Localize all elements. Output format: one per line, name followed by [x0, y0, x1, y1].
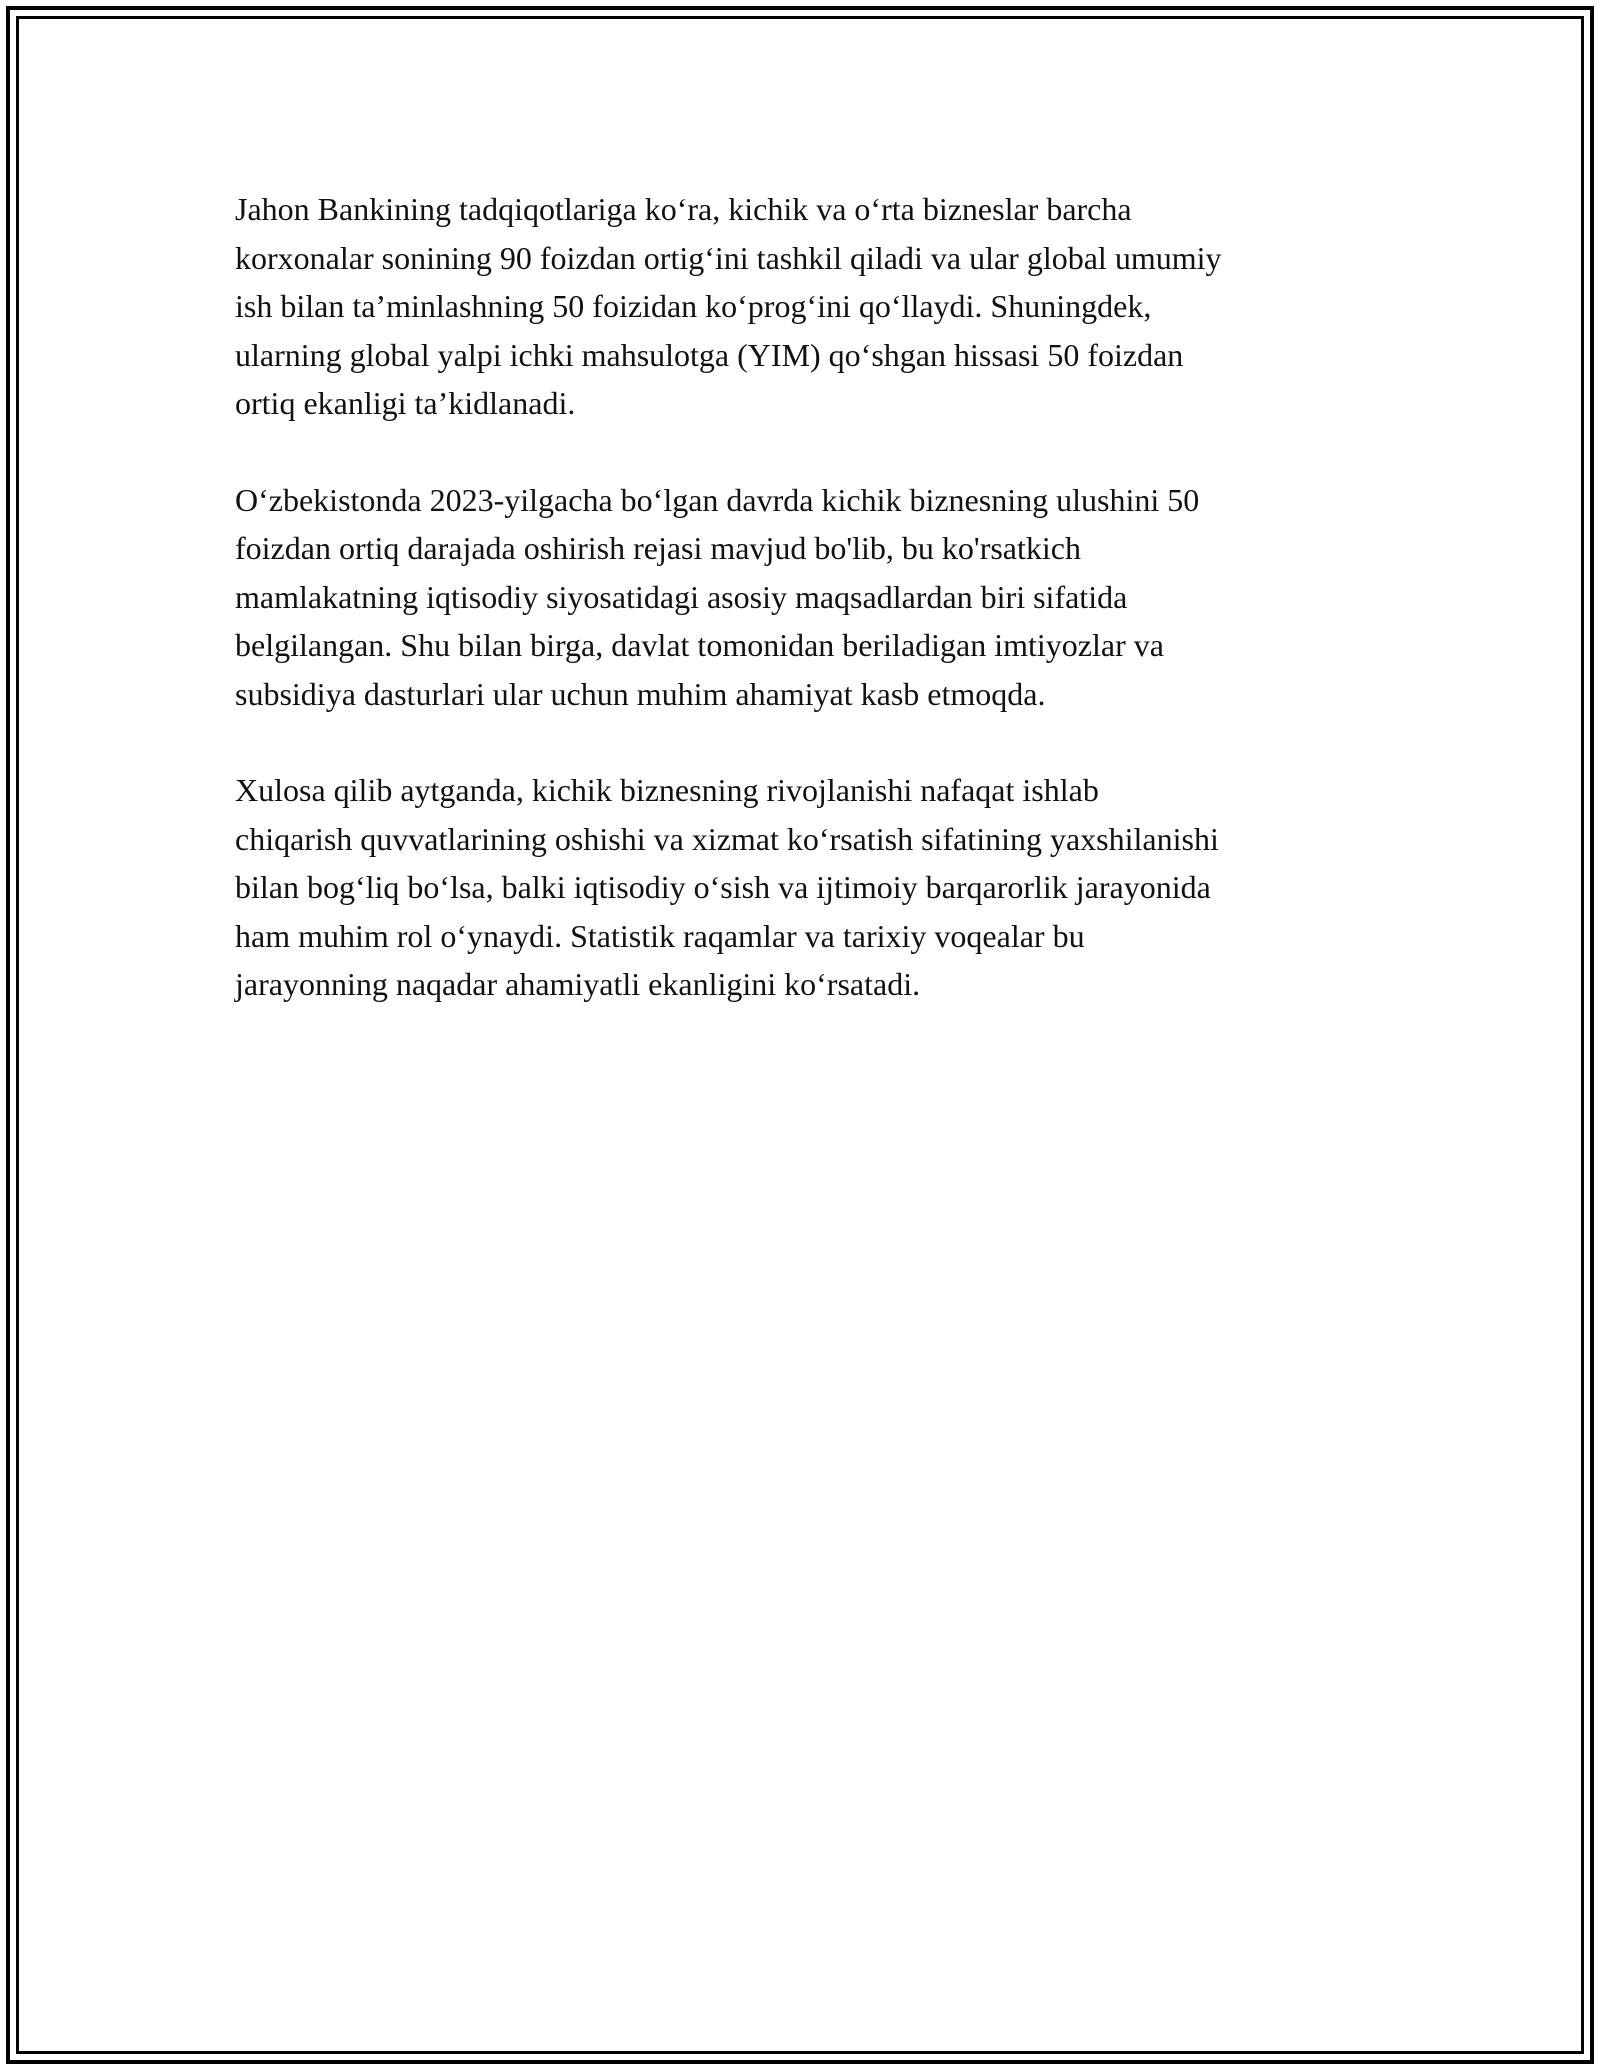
- text-line: Xulosa qilib aytganda, kichik biznesning rivojlanishi nafaqat ishlab: [235, 772, 1099, 808]
- text-line: Jahon Bankining tadqiqotlariga ko‘ra, kichik va o‘rta bizneslar barcha: [235, 191, 1132, 227]
- text-line: belgilangan. Shu bilan birga, davlat tomonidan beriladigan imtiyozlar va: [235, 627, 1164, 663]
- text-line: mamlakatning iqtisodiy siyosatidagi asosiy maqsadlardan biri sifatida: [235, 578, 1128, 615]
- text-line: korxonalar sonining 90 foizdan ortig‘ini tashkil qiladi va ular global umumiy: [235, 239, 1222, 276]
- text-line: bilan bog‘liq bo‘lsa, balki iqtisodiy o‘sish va ijtimoiy barqarorlik jarayonida: [235, 869, 1211, 905]
- text-line: foizdan ortiq darajada oshirish rejasi mavjud bo'lib, bu ko'rsatkich: [235, 530, 1081, 566]
- text-line: ham muhim rol o‘ynaydi. Statistik raqamlar va tarixiy voqealar bu: [235, 917, 1085, 954]
- text-line: subsidiya dasturlari ular uchun muhim ahamiyat kasb etmoqda.: [235, 675, 1046, 712]
- text-line: chiqarish quvvatlarining oshishi va xizmat ko‘rsatish sifatining yaxshilanishi: [235, 820, 1219, 857]
- document-body: [235, 185, 1375, 1057]
- paragraph-world-bank: [235, 185, 1375, 428]
- text-line: ularning global yalpi ichki mahsulotga (YIM) qo‘shgan hissasi 50 foizdan: [235, 336, 1184, 373]
- text-line: ortiq ekanligi ta’kidlanadi.: [235, 385, 576, 421]
- text-line: jarayonning naqadar ahamiyatli ekanligini ko‘rsatadi.: [235, 966, 921, 1002]
- text-line: ish bilan ta’minlashning 50 foizidan ko‘prog‘ini qo‘llaydi. Shuningdek,: [235, 288, 1152, 324]
- paragraph-uzbekistan: [235, 476, 1375, 719]
- text-line: O‘zbekistonda 2023-yilgacha bo‘lgan davrda kichik biznesning ulushini 50: [235, 481, 1200, 518]
- paragraph-conclusion: [235, 766, 1375, 1009]
